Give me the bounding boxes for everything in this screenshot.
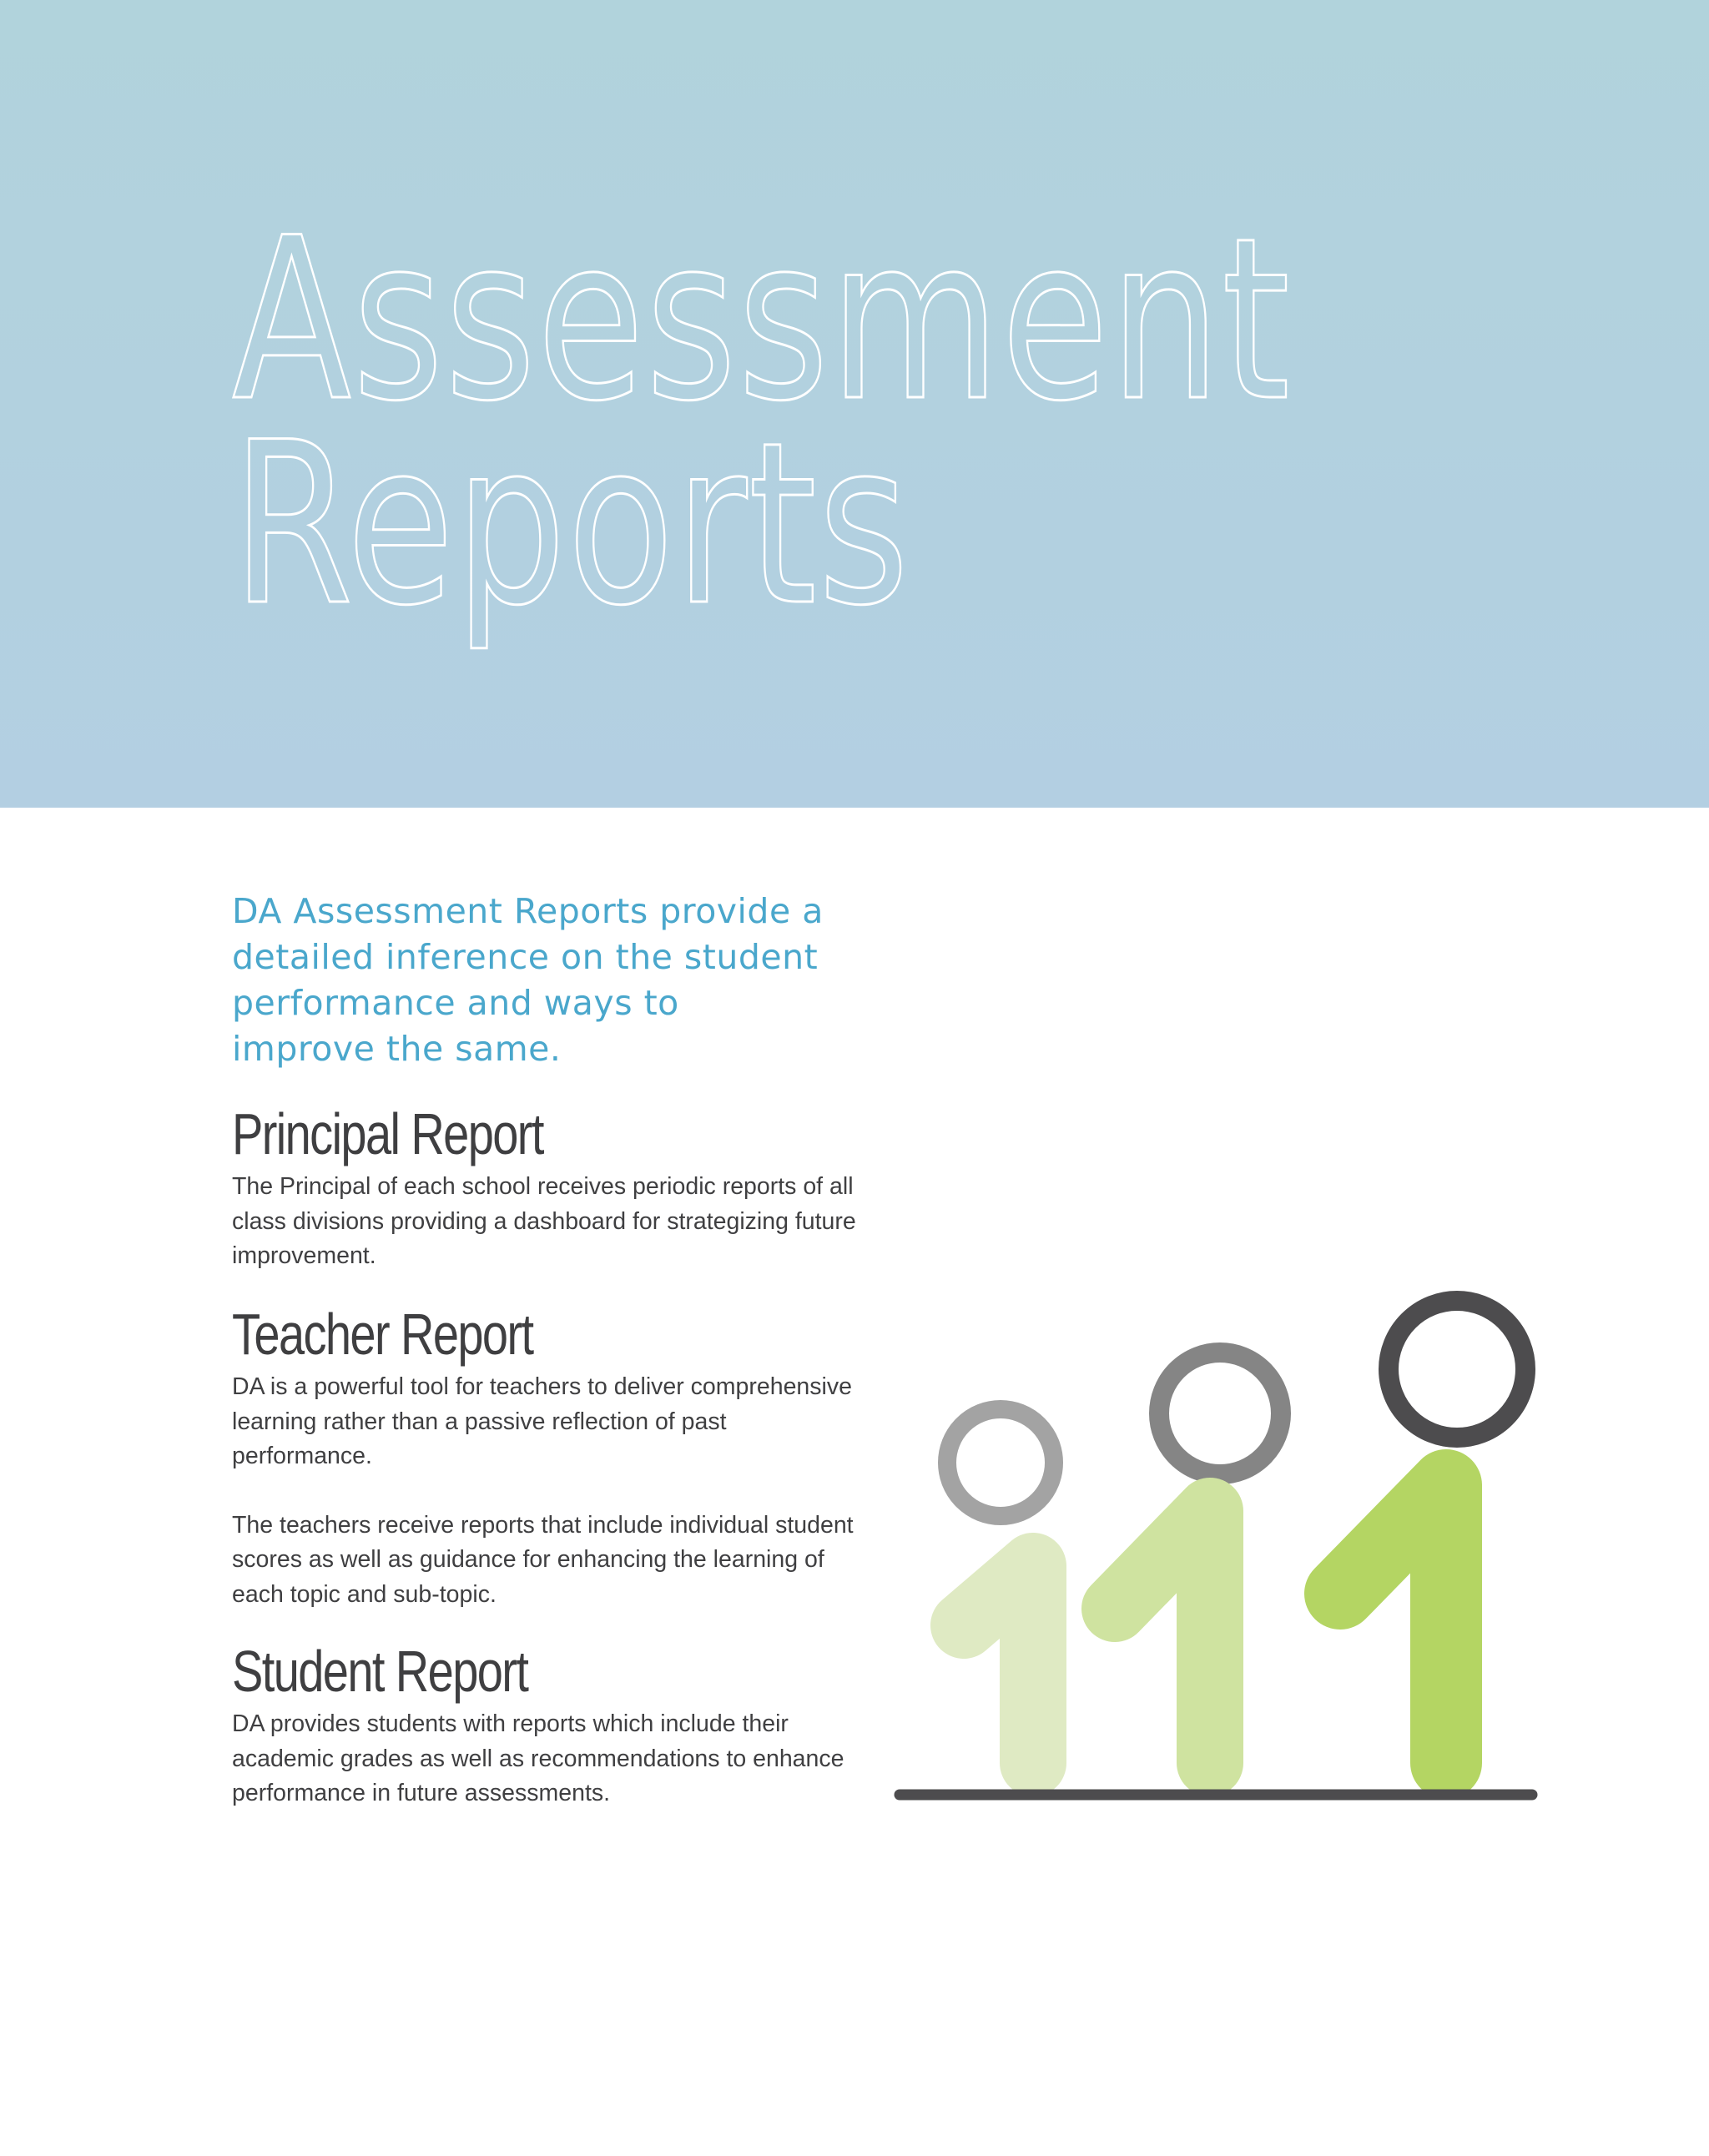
page-title-line-2: Reports	[232, 395, 910, 655]
growth-figures-icon	[885, 1277, 1552, 1819]
teacher-report-text-2: The teachers receive reports that include individual student scores as well as guidance for enhancing the learning of each topic and sub-topic.	[232, 1511, 854, 1608]
student-report-heading: Student Report	[232, 1639, 528, 1704]
principal-report-heading: Principal Report	[232, 1101, 543, 1166]
principal-report-section	[232, 1103, 866, 1274]
student-report-text: DA provides students with reports which include their academic grades as well as recommendations to enhance performance in future assessments.	[232, 1710, 844, 1806]
figure-3-body-icon	[1340, 1485, 1446, 1763]
page-title-line-1: Assessment	[232, 190, 1292, 451]
header-banner	[0, 0, 1709, 808]
teacher-report-heading: Teacher Report	[232, 1302, 533, 1367]
figure-2-head-icon	[1159, 1353, 1281, 1474]
teacher-report-section	[232, 1303, 866, 1612]
intro-text: DA Assessment Reports provide a detailed inference on the student performance and ways to improve the same.	[232, 891, 824, 1069]
principal-report-text: The Principal of each school receives periodic reports of all class divisions providing a dashboard for strategizing future improvement.	[232, 1173, 856, 1269]
student-report-section	[232, 1640, 866, 1811]
figure-2-body-icon	[1115, 1511, 1210, 1763]
figure-3-head-icon	[1389, 1301, 1525, 1438]
figure-1-head-icon	[947, 1409, 1054, 1516]
teacher-report-text-1: DA is a powerful tool for teachers to deliver comprehensive learning rather than a passive reflection of past performance.	[232, 1373, 852, 1469]
figure-1-body-icon	[964, 1566, 1033, 1763]
